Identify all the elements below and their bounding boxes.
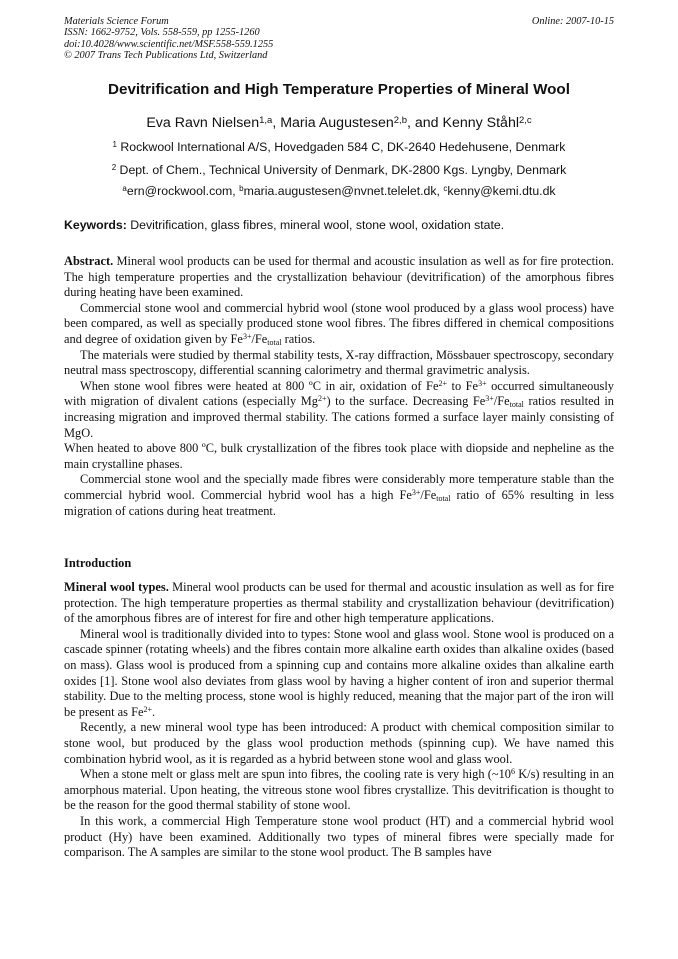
- affiliation-text: Rockwool International A/S, Hovedgaden 584 C, DK-2640 Hedehusene, Denmark: [117, 140, 566, 154]
- paragraph-text: .: [152, 704, 156, 719]
- superscript: 2+: [317, 394, 327, 404]
- abstract-paragraph: [64, 379, 614, 441]
- author-list: [0, 115, 678, 131]
- superscript: 6: [510, 767, 515, 777]
- paragraph-text: Commercial stone wool and commercial hybrid wool (stone wool produced by a glass wool process) have been compared, as well as specially produced stone wool fibres. The fibres differed in chemical compositions and degree of oxidation given by Fe: [64, 300, 614, 346]
- author-name: , and Kenny Ståhl: [406, 115, 519, 131]
- author-affiliation-mark: 2,c: [519, 115, 532, 126]
- paragraph-text: K/s) resulting in an amorphous material. Upon heating, the vitreous stone wool fibres crystallize. This devitrification is thought to be the reason for the good thermal stability of stone wool.: [64, 767, 614, 813]
- paragraph-text: Mineral wool products can be used for thermal and acoustic insulation as well as for fire protection. The high temperature properties as thermal stability and crystallization behaviour (devitrification) of the amorphous fibres are of interest for fire and other high temperature applications.: [64, 580, 615, 626]
- paragraph-text: When a stone melt or glass melt are spun into fibres, the cooling rate is very high (~10: [80, 767, 511, 782]
- affiliation-2: [0, 163, 678, 177]
- paper-title: Devitrification and High Temperature Properties of Mineral Wool: [108, 81, 570, 98]
- affiliation-mark: 2: [111, 163, 117, 172]
- author-name: Eva Ravn Nielsen: [146, 115, 260, 131]
- abstract: [64, 254, 614, 519]
- paragraph-text: /Fe: [420, 487, 437, 502]
- email-mark: a: [122, 184, 127, 193]
- intro-paragraph: [64, 627, 614, 721]
- email-address: maria.augustesen@nvnet.telelet.dk,: [243, 184, 444, 198]
- email-address: kenny@kemi.dtu.dk: [447, 184, 556, 198]
- paragraph-text: Mineral wool products can be used for thermal and acoustic insulation as well as for fire protection. The high temperature properties and the crystallization behaviour (devitrification) of the amorphous fibres during heating have been examined.: [64, 254, 614, 300]
- paragraph-text: Mineral wool is traditionally divided into to types: Stone wool and glass wool. Stone wool is produced on a cascade spinner (rotating wheels) and the fibres contain more alkaline earth oxides than alkaline oxides (based on mass). Glass wool is produced from a spinning cup and contains more alkaline oxides than alkaline earth oxides [1]. Stone wool also deviates from glass wool by having a higher content of iron and superior thermal stability. Due to the melting process, stone wool is highly reduced, meaning that the major part of the iron will be present as Fe: [64, 626, 614, 719]
- paragraph-text: /Fe: [493, 394, 510, 409]
- superscript: 2+: [438, 378, 447, 388]
- intro-paragraph: [64, 767, 614, 814]
- abstract-paragraph: [64, 301, 614, 348]
- intro-paragraph: In this work, a commercial High Temperature stone wool product (HT) and a commercial hybrid wool product (Hy) have been examined. Additionally two types of mineral fibres were specially made for comparison. The A samples are similar to the stone wool product. The B samples have: [64, 813, 614, 860]
- intro-paragraph: [64, 580, 614, 627]
- author-name: , Maria Augustesen: [272, 115, 394, 131]
- email-mark: c: [443, 184, 448, 193]
- section-heading: Introduction: [64, 556, 132, 570]
- superscript: 2+: [143, 704, 152, 714]
- affiliation-mark: 1: [112, 140, 117, 149]
- abstract-label: Abstract.: [64, 254, 114, 268]
- paragraph-text: ratio of 65% resulting in less migration of cations during heat treatment.: [64, 487, 614, 518]
- issn-line: ISSN: 1662-9752, Vols. 558-559, pp 1255-1260: [64, 27, 260, 39]
- author-affiliation-mark: 2,b: [393, 115, 407, 126]
- abstract-paragraph: When heated to above 800 ºC, bulk crystallization of the fibres took place with diopside and nepheline as the main crystalline phases.: [64, 441, 614, 471]
- journal-name: Materials Science Forum: [64, 16, 169, 27]
- email-line: [0, 184, 678, 198]
- doi-line: doi:10.4028/www.scientific.net/MSF.558-559.1255: [64, 38, 274, 50]
- paragraph-text: ratios.: [281, 331, 316, 346]
- paragraph-text: occurred simultaneously with migration of divalent cations (especially Mg: [64, 378, 614, 409]
- superscript: 3+: [485, 394, 494, 404]
- author-affiliation-mark: 1,a: [259, 115, 273, 126]
- keywords-label: Keywords:: [64, 218, 127, 232]
- paragraph-text: ) to the surface. Decreasing Fe: [326, 394, 486, 409]
- superscript: 3+: [242, 331, 252, 341]
- copyright-line: © 2007 Trans Tech Publications Ltd, Switzerland: [64, 49, 268, 61]
- abstract-paragraph: [64, 472, 614, 519]
- keywords: [64, 218, 614, 232]
- online-date: Online: 2007-10-15: [531, 16, 614, 27]
- intro-paragraph: Recently, a new mineral wool type has been introduced: A product with chemical composition similar to stone wool, but produced by the glass wool production methods (spinning cup). We have named this combination hybrid wool, as it is regarded as a hybrid between stone wool and glass wool.: [64, 720, 614, 766]
- superscript: 3+: [478, 378, 487, 388]
- paragraph-text: Commercial stone wool and the specially made fibres were considerably more temperature stable than the commercial hybrid wool. Commercial hybrid wool has a high Fe: [64, 472, 614, 502]
- paragraph-text: to Fe: [446, 378, 479, 393]
- subscript: total: [436, 493, 451, 503]
- email-address: ern@rockwool.com,: [126, 184, 240, 198]
- keywords-text: Devitrification, glass fibres, mineral wool, stone wool, oxidation state.: [126, 218, 505, 232]
- journal-header: [64, 16, 273, 61]
- subscript: total: [267, 337, 282, 347]
- affiliation-1: [0, 140, 678, 154]
- paragraph-text: /Fe: [251, 331, 268, 346]
- subscript: total: [509, 400, 524, 410]
- paragraph-text: ratios resulted in increasing migration and improved thermal stability. The cations formed a surface layer mainly consisting of MgO.: [64, 394, 615, 440]
- paragraph-text: When stone wool fibres were heated at 800 ºC in air, oxidation of Fe: [80, 378, 439, 393]
- abstract-paragraph: The materials were studied by thermal stability tests, X-ray diffraction, Mössbauer spectroscopy, secondary neutral mass spectroscopy, differential scanning calorimetry and thermal gravimetric analysis.: [64, 347, 614, 378]
- email-mark: b: [239, 184, 244, 193]
- abstract-paragraph: [64, 254, 614, 301]
- subsection-label: Mineral wool types.: [64, 580, 169, 594]
- introduction: [64, 580, 614, 861]
- affiliation-text: Dept. of Chem., Technical University of Denmark, DK-2800 Kgs. Lyngby, Denmark: [116, 163, 567, 177]
- superscript: 3+: [411, 487, 421, 497]
